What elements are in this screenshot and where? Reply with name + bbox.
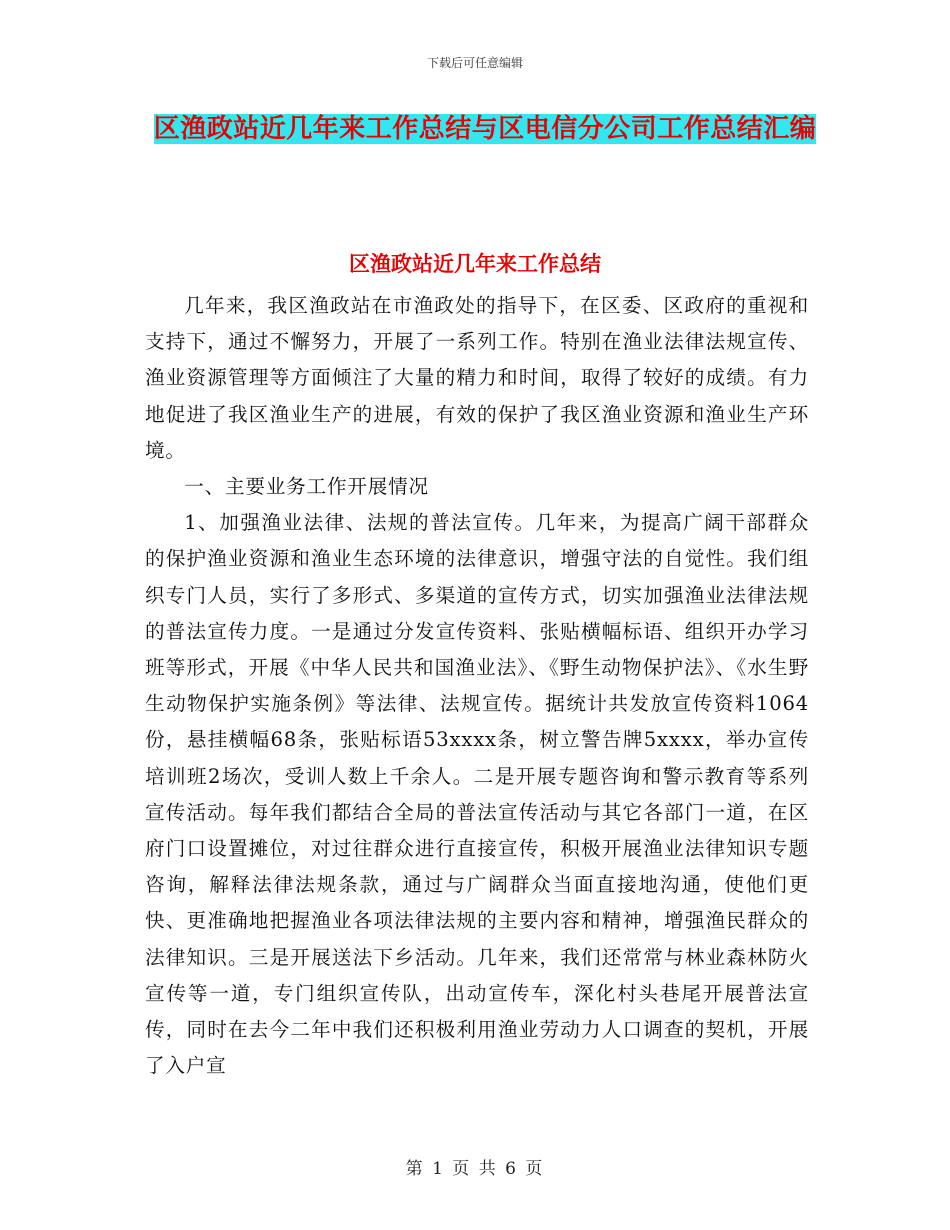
- page-number-footer: 第 1 页 共 6 页: [405, 1159, 545, 1179]
- paragraph-legal-publicity: 1、加强渔业法律、法规的普法宣传。几年来，为提高广阔干部群众的保护渔业资源和渔业生态环境的法律意识，增强守法的自觉性。我们组织专门人员，实行了多形式、多渠道的宣传方式，切实加强渔业法律法规的普法宣传力度。一是通过分发宣传资料、张贴横幅标语、组织开办学习班等形式，开展《中华人民共和国渔业法》、《野生动物保护法》、《水生野生动物保护实施条例》等法律、法规宣传。据统计共发放宣传资料1064份，悬挂横幅68条，张贴标语53xxxx条，树立警告牌5xxxx，举办宣传培训班2场次，受训人数上千余人。二是开展专题咨询和警示教育等系列宣传活动。每年我们都结合全局的普法宣传活动与其它各部门一道，在区府门口设置摊位，对过往群众进行直接宣传，积极开展渔业法律知识专题咨询，解释法律法规条款，通过与广阔群众当面直接地沟通，使他们更快、更准确地把握渔业各项法律法规的主要内容和精神，增强渔民群众的法律知识。三是开展送法下乡活动。几年来，我们还常常与林业森林防火宣传等一道，专门组织宣传队，出动宣传车，深化村头巷尾开展普法宣传，同时在去今二年中我们还积极利用渔业劳动力人口调查的契机，开展了入户宣: [145, 511, 809, 1078]
- document-title: [140, 108, 830, 151]
- body-text: [145, 288, 809, 1084]
- header-note: 下载后可任意编辑: [426, 56, 523, 70]
- section-title: 区渔政站近几年来工作总结: [349, 252, 601, 276]
- document-title-text: 区渔政站近几年来工作总结与区电信分公司工作总结汇编: [153, 114, 817, 144]
- paragraph-intro: 几年来，我区渔政站在市渔政处的指导下，在区委、区政府的重视和支持下，通过不懈努力，开展了一系列工作。特别在渔业法律法规宣传、渔业资源管理等方面倾注了大量的精力和时间，取得了较好的成绩。有力地促进了我区渔业生产的进展，有效的保护了我区渔业资源和渔业生产环境。: [145, 294, 809, 462]
- paragraph-heading-main-work: 一、主要业务工作开展情况: [184, 475, 429, 499]
